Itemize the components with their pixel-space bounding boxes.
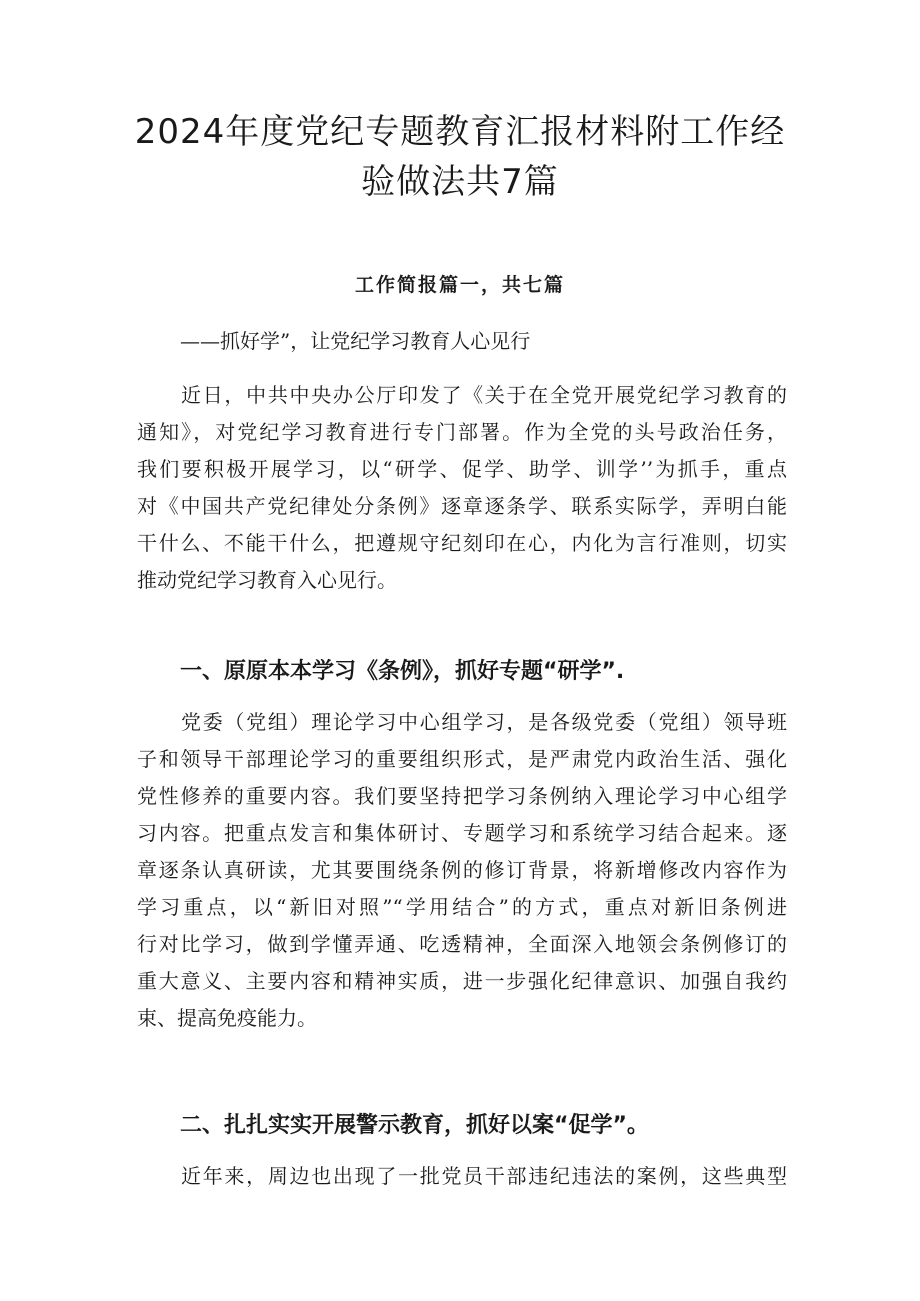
paragraph-line: 束、提高免疫能力。: [137, 1006, 317, 1030]
paragraph-line: 党委（党组）理论学习中心组学习，是各级党委（党组）领导班: [181, 710, 787, 734]
paragraph-line: 行对比学习，做到学懂弄通、吃透精神，全面深入地领会条例修订的: [137, 932, 787, 956]
paragraph-line: 干什么、不能干什么，把遵规守纪刻印在心，内化为言行准则，切实: [137, 531, 787, 555]
paragraph-line: 我们要积极开展学习，以“研学、促学、助学、训学’’为抓手，重点: [137, 457, 787, 481]
paragraph-section-1: [137, 704, 787, 1037]
document-title-line-1: 2024年度党纪专题教育汇报材料附工作经: [134, 112, 786, 152]
paragraph-section-2: [137, 1158, 787, 1195]
paragraph-line: 党性修养的重要内容。我们要坚持把学习条例纳入理论学习中心组学: [137, 784, 787, 808]
paragraph-line: 近日，中共中央办公厅印发了《关于在全党开展党纪学习教育的: [181, 383, 787, 407]
paragraph-line: 对《中国共产党纪律处分条例》逐章逐条学、联系实际学，弄明白能: [137, 494, 787, 518]
paragraph-line: 通知》，对党纪学习教育进行专门部署。作为全党的头号政治任务，: [137, 420, 787, 444]
paragraph-line: 子和领导干部理论学习的重要组织形式，是严肃党内政治生活、强化: [137, 747, 787, 771]
paragraph-line: 近年来，周边也出现了一批党员干部违纪违法的案例，这些典型: [181, 1164, 787, 1188]
lead-line: ——抓好学”，让党纪学习教育人心见行: [180, 329, 531, 353]
paragraph-line: 重大意义、主要内容和精神实质，进一步强化纪律意识、加强自我约: [137, 969, 787, 993]
paragraph-line: 推动党纪学习教育入心见行。: [137, 568, 397, 592]
paragraph-line: 学习重点，以“新旧对照”“学用结合”的方式，重点对新旧条例进: [137, 895, 787, 919]
section-heading-1: 一、原原本本学习《条例》，抓好专题“研学”.: [180, 659, 625, 684]
paragraph-intro: [137, 377, 787, 599]
document-subtitle: 工作简报篇一，共七篇: [354, 274, 565, 296]
paragraph-line: 习内容。把重点发言和集体研讨、专题学习和系统学习结合起来。逐: [137, 821, 787, 845]
section-heading-2: 二、扎扎实实开展警示教育，抓好以案“促学”。: [180, 1113, 649, 1138]
document-title-line-2: 验做法共7篇: [361, 162, 559, 202]
paragraph-line: 章逐条认真研读，尤其要围绕条例的修订背景，将新增修改内容作为: [137, 858, 787, 882]
